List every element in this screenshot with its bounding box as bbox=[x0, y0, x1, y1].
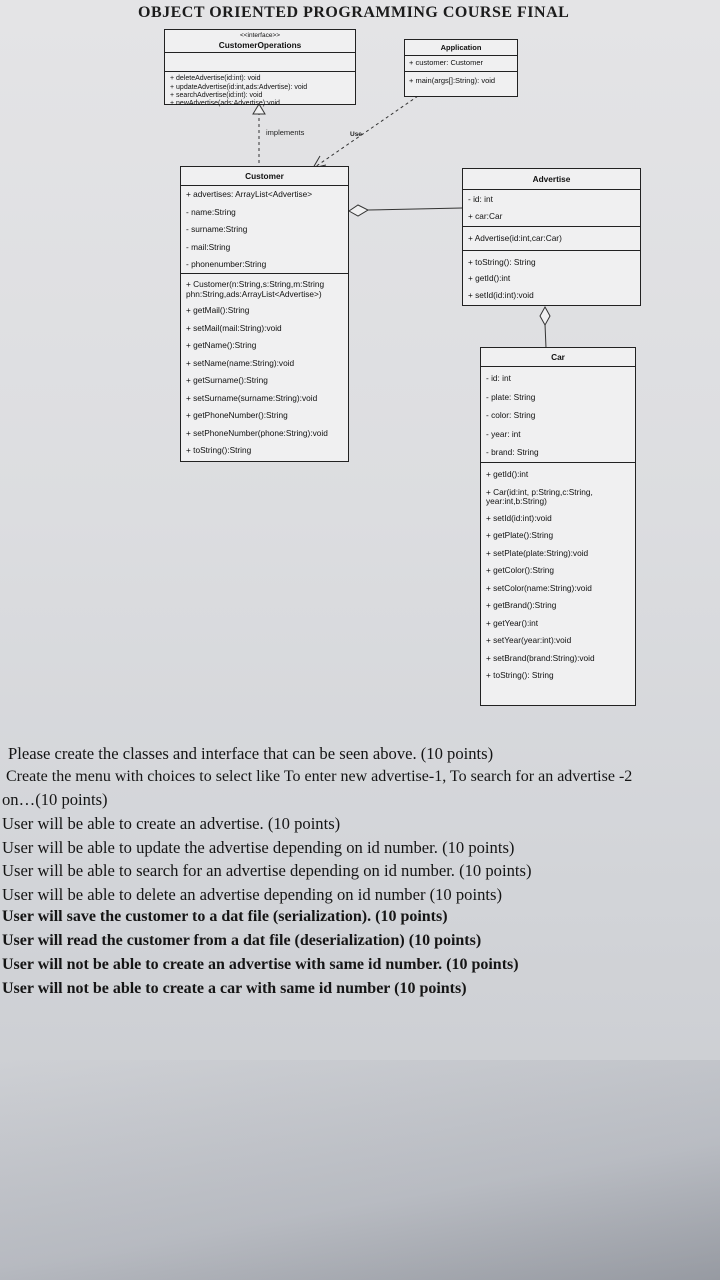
method: + getBrand():String bbox=[486, 600, 557, 611]
method: + setPlate(plate:String):void bbox=[486, 547, 589, 558]
aggregation-diamond-advertise bbox=[540, 307, 550, 325]
method: + getPhoneNumber():String bbox=[186, 410, 288, 421]
method: + getName():String bbox=[186, 340, 257, 351]
attribute: - plate: String bbox=[486, 391, 536, 402]
aggregation-diamond-customer bbox=[349, 205, 368, 216]
method: + searchAdvertise(id:int): void bbox=[170, 91, 263, 99]
attribute: + customer: Customer bbox=[409, 58, 483, 68]
attribute-section bbox=[481, 367, 635, 463]
method: + setYear(year:int):void bbox=[486, 635, 572, 646]
method-section bbox=[405, 72, 517, 91]
method: + toString(): String bbox=[486, 670, 554, 681]
attribute: - surname:String bbox=[186, 224, 248, 235]
method-section bbox=[181, 274, 348, 462]
task-item: User will save the customer to a dat file (serialization). (10 points) bbox=[2, 908, 448, 925]
class-name: Car bbox=[481, 348, 635, 367]
attribute: - id: int bbox=[468, 194, 493, 205]
attribute: - mail:String bbox=[186, 241, 231, 252]
task-item: Create the menu with choices to select like To enter new advertise-1, To search for an advertise -2 bbox=[6, 768, 633, 785]
method: + Car(id:int, p:String,c:String, bbox=[486, 486, 593, 497]
task-item: Please create the classes and interface that can be seen above. (10 points) bbox=[8, 744, 494, 763]
method-section bbox=[165, 72, 355, 110]
method: + setBrand(brand:String):void bbox=[486, 652, 595, 663]
method: + setId(id:int):void bbox=[486, 512, 552, 523]
method: phn:String,ads:ArrayList<Advertise>) bbox=[186, 288, 322, 299]
aggregation-advertise-car bbox=[545, 324, 546, 348]
method: + deleteAdvertise(id:int): void bbox=[170, 75, 261, 83]
task-item: User will be able to delete an advertise depending on id number (10 points) bbox=[2, 885, 502, 904]
aggregation-customer-advertise bbox=[368, 208, 462, 210]
class-name: Customer bbox=[181, 167, 348, 186]
method: year:int,b:String) bbox=[486, 496, 547, 507]
attribute-section bbox=[463, 190, 640, 227]
task-item: User will not be able to create an advertise with same id number. (10 points) bbox=[2, 956, 519, 973]
method: + getYear():int bbox=[486, 617, 539, 628]
attribute: - year: int bbox=[486, 428, 521, 439]
class-advertise bbox=[462, 168, 641, 306]
attribute-section bbox=[181, 186, 348, 274]
method: + updateAdvertise(id:int,ads:Advertise): void bbox=[170, 83, 308, 91]
class-application bbox=[404, 39, 518, 97]
page-shadow bbox=[0, 1060, 720, 1280]
task-item: User will be able to search for an advertise depending on id number. (10 points) bbox=[2, 861, 532, 880]
task-item: User will not be able to create a car with same id number (10 points) bbox=[2, 980, 467, 997]
method: + main(args[]:String): void bbox=[409, 76, 496, 85]
task-item: User will read the customer from a dat file (deserialization) (10 points) bbox=[2, 932, 482, 949]
method: + toString(): String bbox=[468, 256, 536, 267]
method-section bbox=[481, 463, 635, 688]
attribute: - brand: String bbox=[486, 447, 539, 458]
attribute: - color: String bbox=[486, 410, 536, 421]
method: + toString():String bbox=[186, 445, 252, 456]
attribute: + car:Car bbox=[468, 210, 503, 221]
method: + getId():int bbox=[468, 273, 511, 284]
method: + setPhoneNumber(phone:String):void bbox=[186, 427, 328, 438]
class-name: Application bbox=[405, 40, 517, 56]
method: + getPlate():String bbox=[486, 530, 554, 541]
constructor-section bbox=[463, 227, 640, 251]
class-customer bbox=[180, 166, 349, 462]
task-item: on…(10 points) bbox=[2, 790, 108, 809]
class-name: CustomerOperations bbox=[218, 40, 302, 51]
task-item: User will be able to update the advertise depending on id number. (10 points) bbox=[2, 838, 515, 857]
page-heading: OBJECT ORIENTED PROGRAMMING COURSE FINAL bbox=[138, 4, 570, 21]
attribute: - phonenumber:String bbox=[186, 259, 267, 270]
attribute-section bbox=[405, 56, 517, 72]
method: + setName(name:String):void bbox=[186, 357, 295, 368]
attribute: - name:String bbox=[186, 206, 236, 217]
task-item: User will be able to create an advertise. (10 points) bbox=[2, 814, 341, 833]
method: + setSurname(surname:String):void bbox=[186, 392, 318, 403]
method: + setColor(name:String):void bbox=[486, 582, 592, 593]
method: + newAdvertise(ads:Advertise):void bbox=[170, 99, 280, 107]
method: + getMail():String bbox=[186, 305, 250, 316]
method: + Customer(n:String,s:String,m:String bbox=[186, 279, 325, 290]
method-section bbox=[463, 251, 640, 308]
method: + getSurname():String bbox=[186, 375, 268, 386]
method: + getId():int bbox=[486, 469, 529, 480]
method: + setId(id:int):void bbox=[468, 290, 534, 301]
method: + Advertise(id:int,car:Car) bbox=[468, 233, 562, 244]
stereotype: <<interface>> bbox=[239, 32, 281, 39]
method: + getColor():String bbox=[486, 565, 555, 576]
use-label: Use bbox=[350, 131, 362, 138]
class-car bbox=[480, 347, 636, 706]
class-header bbox=[165, 30, 355, 53]
attribute: - id: int bbox=[486, 373, 511, 384]
attribute-section bbox=[165, 53, 355, 72]
class-name: Advertise bbox=[463, 169, 640, 190]
implements-label: implements bbox=[266, 128, 305, 137]
class-customer-operations bbox=[164, 29, 356, 105]
attribute: + advertises: ArrayList<Advertise> bbox=[186, 189, 313, 200]
method: + setMail(mail:String):void bbox=[186, 322, 282, 333]
